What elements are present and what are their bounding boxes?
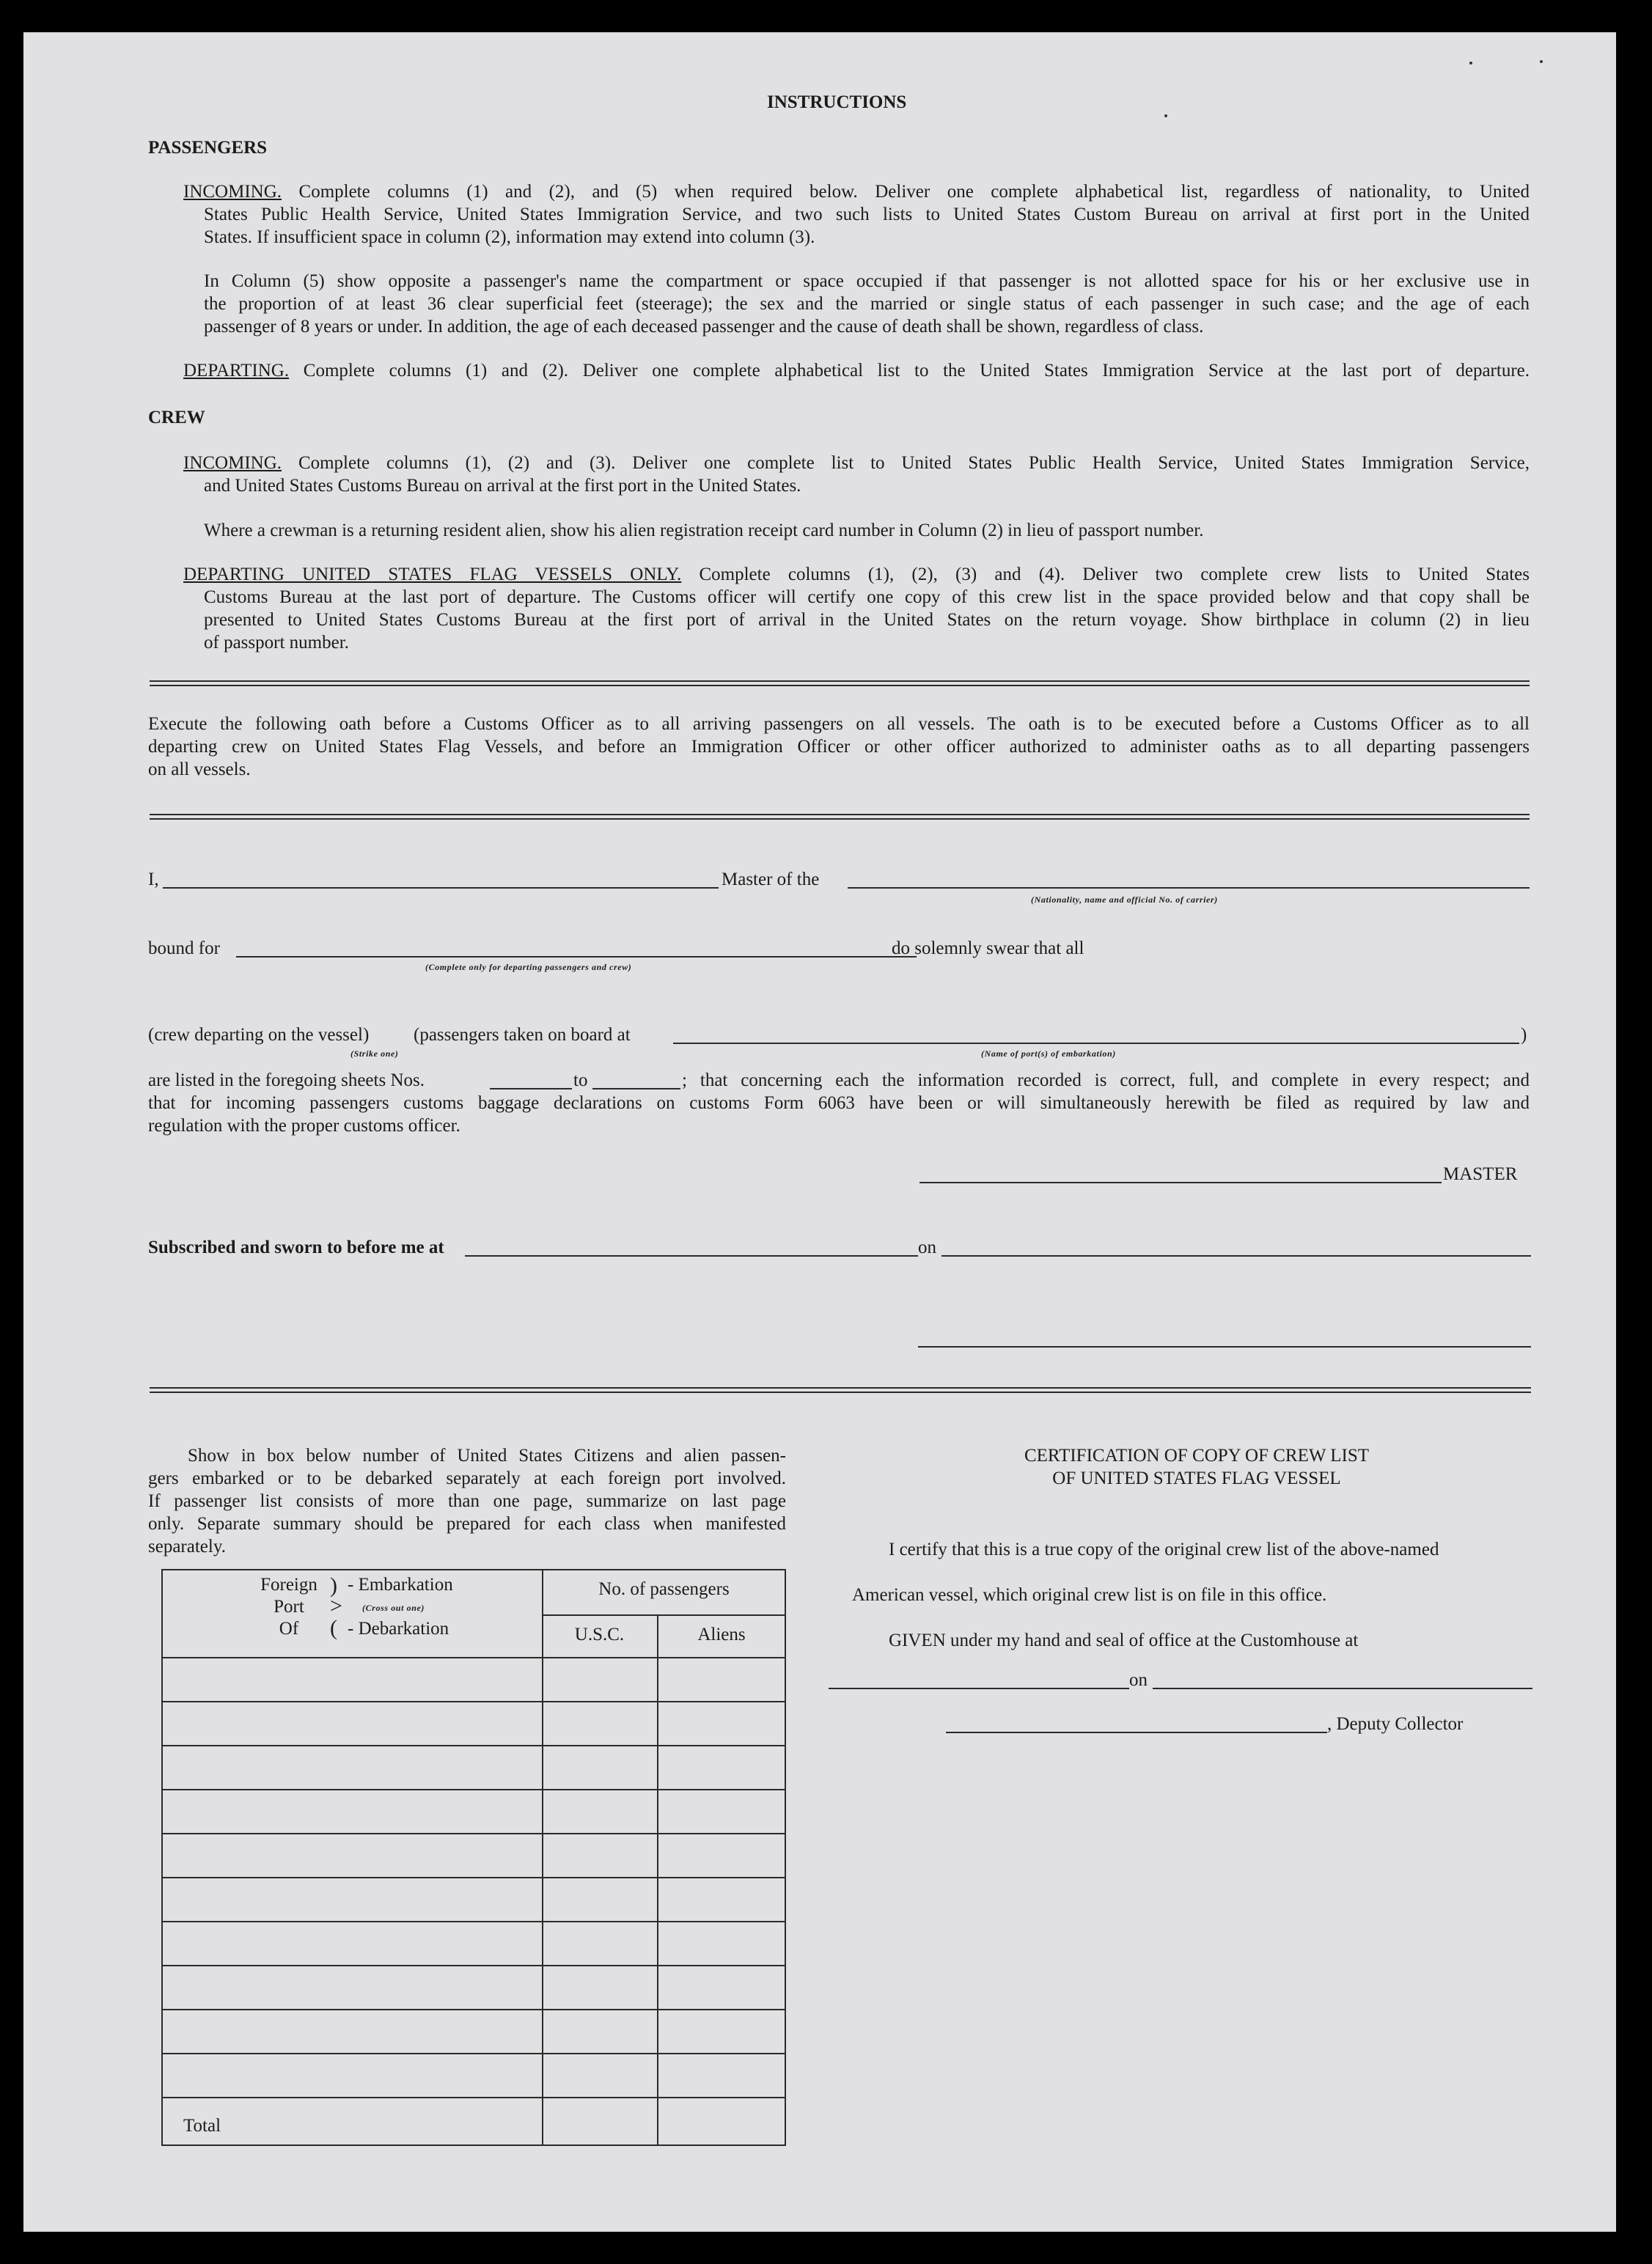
certification-title-2: OF UNITED STATES FLAG VESSEL: [1052, 1469, 1341, 1488]
carrier-field[interactable]: [848, 887, 1530, 889]
table-header-split: [542, 1614, 785, 1616]
table-cross-out: (Cross out one): [362, 1603, 425, 1613]
brace-mid-icon: >: [330, 1594, 342, 1618]
sworn-place-field[interactable]: [465, 1255, 918, 1257]
strike-one-note: (Strike one): [350, 1048, 399, 1059]
crew-incoming-line-1: Complete columns (1), (2) and (3). Deliver one complete list to United States Public Health Service, United States Immigration Service,: [298, 453, 1530, 473]
crew-departing-line-3: presented to United States Customs Bureau at the first port of arrival in the United States on the return voyage. Show birthplace in column (2) in lieu: [204, 610, 1530, 630]
close-paren: ): [1521, 1025, 1527, 1045]
table-row[interactable]: [163, 1701, 785, 1745]
crew-incoming-block: [183, 452, 1530, 474]
summary-line-5: separately.: [148, 1537, 226, 1556]
sworn-on-label: on: [918, 1238, 936, 1257]
crew-heading: CREW: [148, 408, 205, 427]
table-total-label: Total: [183, 2116, 221, 2136]
oath-intro-line-1: Execute the following oath before a Customs Officer as to all arriving passengers on all vessels. The oath is to be executed before a Customs Officer as to all: [148, 714, 1530, 734]
table-foreign: Foreign: [260, 1575, 317, 1595]
table-row[interactable]: [163, 1833, 785, 1877]
sheet-from-field[interactable]: [490, 1088, 572, 1089]
listed-prefix: are listed in the foregoing sheets Nos.: [148, 1070, 425, 1090]
ports-note: (Name of port(s) of embarkation): [981, 1048, 1116, 1059]
master-label: MASTER: [1443, 1164, 1518, 1184]
master-of-the-label: Master of the: [722, 870, 820, 889]
bound-for-note: (Complete only for departing passengers and crew): [425, 962, 632, 972]
brace-top-icon: ): [330, 1573, 337, 1598]
crew-departing-line-2: Customs Bureau at the last port of departure. The Customs officer will certify one copy of this crew list in the space provided below and that copy shall be: [204, 587, 1530, 607]
section-divider-3: [150, 1387, 1531, 1393]
summary-line-4: only. Separate summary should be prepared for each class when manifested: [148, 1514, 786, 1534]
customhouse-field[interactable]: [829, 1688, 1129, 1689]
to-label: to: [573, 1070, 588, 1090]
oath-i-label: I,: [148, 870, 159, 889]
oath-intro-line-3: on all vessels.: [148, 760, 251, 779]
table-row[interactable]: [163, 2053, 785, 2097]
table-of: Of: [279, 1619, 299, 1639]
table-row[interactable]: [163, 1789, 785, 1833]
summary-line-1: Show in box below number of United States Citizens and alien passen-: [188, 1446, 786, 1466]
certification-line-2: American vessel, which original crew list is on file in this office.: [852, 1585, 1327, 1605]
instructions-title: INSTRUCTIONS: [767, 92, 907, 112]
scan-speck: [1540, 60, 1543, 63]
crew-incoming-cont: [204, 474, 1530, 497]
passengers-departing-label: DEPARTING.: [183, 361, 290, 381]
section-divider-1: [150, 680, 1530, 686]
passengers-incoming-line-1: Complete columns (1) and (2), and (5) when required below. Deliver one complete alphabetical list, regardless of nationality, to United: [298, 182, 1530, 202]
crewman-note-block: [204, 519, 1530, 542]
crew-incoming-label: INCOMING.: [183, 453, 282, 473]
certification-line-3: GIVEN under my hand and seal of office at the Customhouse at: [889, 1631, 1359, 1650]
officer-signature-field[interactable]: [918, 1346, 1531, 1348]
table-row[interactable]: [163, 1657, 785, 1701]
deputy-collector-label: , Deputy Collector: [1327, 1714, 1464, 1734]
crew-departing-line-1: Complete columns (1), (2), (3) and (4). Deliver two complete crew lists to United States: [699, 565, 1530, 584]
oath-intro: [148, 713, 1530, 781]
passenger-summary-table: [161, 1569, 786, 2146]
passengers-incoming-label: INCOMING.: [183, 182, 282, 202]
table-row[interactable]: [163, 1877, 785, 1921]
table-debarkation: - Debarkation: [348, 1619, 449, 1639]
column5-note: [204, 270, 1530, 338]
summary-note: [148, 1444, 786, 1558]
form-page: [23, 32, 1616, 2232]
passengers-incoming-cont: [204, 203, 1530, 249]
column5-line-3: passenger of 8 years or under. In addition, the age of each deceased passenger and the cause of death shall be shown, regardless of class.: [204, 317, 1204, 337]
table-row[interactable]: [163, 2097, 785, 2141]
oath-intro-line-2: departing crew on United States Flag Vessels, and before an Immigration Officer or other officer authorized to administer oaths as to all departing passengers: [148, 737, 1530, 757]
summary-line-2: gers embarked or to be debarked separately at each foreign port involved.: [148, 1469, 786, 1488]
table-row[interactable]: [163, 1965, 785, 2009]
table-port: Port: [274, 1597, 304, 1617]
bound-for-field[interactable]: [236, 956, 917, 958]
master-name-field[interactable]: [163, 887, 719, 889]
table-aliens-header: Aliens: [697, 1625, 746, 1644]
table-row[interactable]: [163, 2009, 785, 2053]
table-embarkation: - Embarkation: [348, 1575, 453, 1595]
certification-date-field[interactable]: [1153, 1688, 1532, 1689]
swear-label: do solemnly swear that all: [892, 938, 1084, 958]
scan-speck: [1469, 62, 1472, 65]
listed-suffix: ; that concerning each the information recorded is correct, full, and complete in every respect; and: [682, 1070, 1530, 1090]
crew-departing-cont: [204, 586, 1530, 654]
embarkation-ports-field[interactable]: [673, 1043, 1519, 1044]
section-divider-2: [150, 814, 1530, 820]
passengers-heading: PASSENGERS: [148, 138, 268, 158]
passengers-incoming-line-2: States Public Health Service, United States Immigration Service, and two such lists to United States Custom Bureau on arrival at first port in the United: [204, 205, 1530, 224]
listed-line-3: regulation with the proper customs officer.: [148, 1116, 460, 1136]
crew-departing-block: [183, 563, 1530, 586]
brace-bottom-icon: (: [330, 1616, 337, 1640]
certification-line-1: I certify that this is a true copy of the original crew list of the above-named: [889, 1540, 1439, 1559]
table-usc-header: U.S.C.: [574, 1625, 625, 1644]
column5-line-1: In Column (5) show opposite a passenger's name the compartment or space occupied if that passenger is not allotted space for his or her exclusive use in: [204, 271, 1530, 291]
passengers-incoming-line-3: States. If insufficient space in column (2), information may extend into column (3).: [204, 227, 815, 247]
crew-departing-label: DEPARTING UNITED STATES FLAG VESSELS ONLY.: [183, 565, 682, 584]
master-signature-field[interactable]: [919, 1182, 1442, 1183]
table-row[interactable]: [163, 1921, 785, 1965]
listed-line-2: that for incoming passengers customs baggage declarations on customs Form 6063 have been or will simultaneously herewith be filed as required by law and: [148, 1093, 1530, 1113]
crewman-note: Where a crewman is a returning resident alien, show his alien registration receipt card number in Column (2) in lieu of passport number.: [204, 521, 1204, 540]
sworn-date-field[interactable]: [941, 1255, 1531, 1257]
column5-line-2: the proportion of at least 36 clear superficial feet (steerage); the sex and the married or single status of each passenger in such case; and the age of each: [204, 294, 1530, 314]
passengers-incoming-block: [183, 180, 1530, 203]
listed-continuation: [148, 1092, 1530, 1137]
passengers-departing-block: [183, 359, 1530, 382]
crew-incoming-line-2: and United States Customs Bureau on arrival at the first port in the United States.: [204, 476, 801, 496]
scan-speck: [1164, 114, 1167, 117]
passengers-departing-text: Complete columns (1) and (2). Deliver one complete alphabetical list to the United States Immigration Service at the last port of departure.: [303, 361, 1530, 381]
carrier-note: (Nationality, name and official No. of carrier): [1031, 894, 1218, 905]
subscribed-label: Subscribed and sworn to before me at: [148, 1238, 444, 1257]
table-row[interactable]: [163, 1745, 785, 1789]
deputy-signature-field[interactable]: [946, 1732, 1327, 1733]
crew-departing-strike: (crew departing on the vessel): [148, 1025, 370, 1045]
crew-departing-line-4: of passport number.: [204, 633, 349, 653]
certification-title-1: CERTIFICATION OF COPY OF CREW LIST: [1024, 1446, 1370, 1466]
certification-on-label: on: [1129, 1670, 1148, 1690]
table-no-passengers: No. of passengers: [598, 1579, 730, 1599]
summary-line-3: If passenger list consists of more than one page, summarize on last page: [148, 1491, 786, 1511]
passengers-taken-label: (passengers taken on board at: [414, 1025, 631, 1045]
sheet-to-field[interactable]: [592, 1088, 680, 1089]
bound-for-label: bound for: [148, 938, 220, 958]
